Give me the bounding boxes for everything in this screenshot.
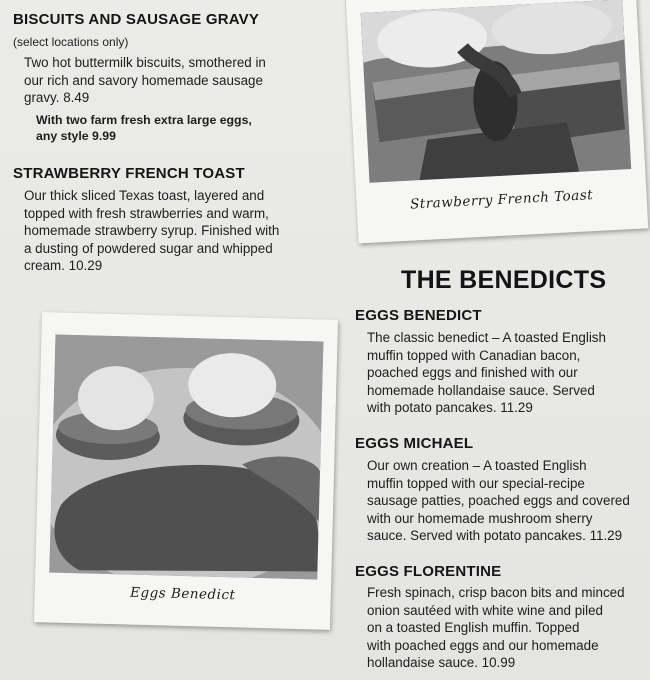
eggs-benedict-photo bbox=[49, 335, 323, 580]
desc-line: homemade strawberry syrup. Finished with bbox=[24, 223, 280, 238]
desc-line: cream. 10.29 bbox=[24, 258, 103, 273]
desc-line: Our thick sliced Texas toast, layered and bbox=[24, 188, 265, 203]
desc-line: our rich and savory homemade sausage bbox=[24, 72, 263, 88]
desc-line: poached eggs and finished with our bbox=[367, 365, 578, 380]
biscuits-addon bbox=[36, 112, 252, 144]
french-toast-caption: Strawberry French Toast bbox=[409, 187, 594, 213]
french-toast-image bbox=[361, 0, 632, 183]
desc-line: on a toasted English muffin. Topped bbox=[367, 620, 580, 635]
eggs-benedict-description bbox=[367, 329, 606, 417]
eggs-florentine-title: EGGS FLORENTINE bbox=[355, 563, 502, 580]
benedicts-section-title: THE BENEDICTS bbox=[401, 266, 607, 294]
biscuits-note: (select locations only) bbox=[13, 35, 129, 49]
desc-line: onion sautéed with white wine and piled bbox=[367, 602, 603, 618]
eggs-benedict-caption: Eggs Benedict bbox=[129, 584, 236, 604]
addon-line: any style 9.99 bbox=[36, 129, 116, 143]
french-toast-description bbox=[24, 187, 279, 275]
eggs-benedict-title: EGGS BENEDICT bbox=[355, 307, 482, 324]
french-toast-title: STRAWBERRY FRENCH TOAST bbox=[13, 165, 245, 182]
desc-line: topped with fresh strawberries and warm, bbox=[24, 205, 269, 221]
desc-line: with our homemade mushroom sherry bbox=[367, 510, 593, 526]
desc-line: with potato pancakes. 11.29 bbox=[367, 400, 533, 415]
desc-line: sausage patties, poached eggs and covered bbox=[367, 493, 630, 508]
addon-line: With two farm fresh extra large eggs, bbox=[36, 113, 252, 127]
desc-line: muffin topped with our special-recipe bbox=[367, 475, 585, 491]
french-toast-photo bbox=[361, 0, 632, 183]
french-toast-photo-frame bbox=[346, 0, 649, 243]
desc-line: sauce. Served with potato pancakes. 11.29 bbox=[367, 528, 623, 543]
desc-line: The classic benedict – A toasted English bbox=[367, 330, 606, 345]
desc-line: muffin topped with Canadian bacon, bbox=[367, 347, 581, 363]
desc-line: a dusting of powdered sugar and whipped bbox=[24, 240, 273, 256]
desc-line: homemade hollandaise sauce. Served bbox=[367, 382, 595, 398]
desc-line: Two hot buttermilk biscuits, smothered in bbox=[24, 55, 266, 70]
desc-line: with poached eggs and our homemade bbox=[367, 637, 599, 653]
eggs-benedict-photo-frame bbox=[34, 312, 338, 630]
desc-line: Fresh spinach, crisp bacon bits and minced bbox=[367, 585, 625, 600]
eggs-michael-description bbox=[367, 457, 630, 545]
biscuits-description bbox=[24, 54, 266, 107]
desc-line: Our own creation – A toasted English bbox=[367, 458, 587, 473]
desc-line: gravy. 8.49 bbox=[24, 90, 90, 105]
eggs-michael-title: EGGS MICHAEL bbox=[355, 435, 474, 452]
eggs-florentine-description bbox=[367, 584, 625, 672]
biscuits-title: BISCUITS AND SAUSAGE GRAVY bbox=[13, 11, 260, 28]
eggs-benedict-image bbox=[49, 335, 323, 580]
desc-line: hollandaise sauce. 10.99 bbox=[367, 655, 516, 670]
